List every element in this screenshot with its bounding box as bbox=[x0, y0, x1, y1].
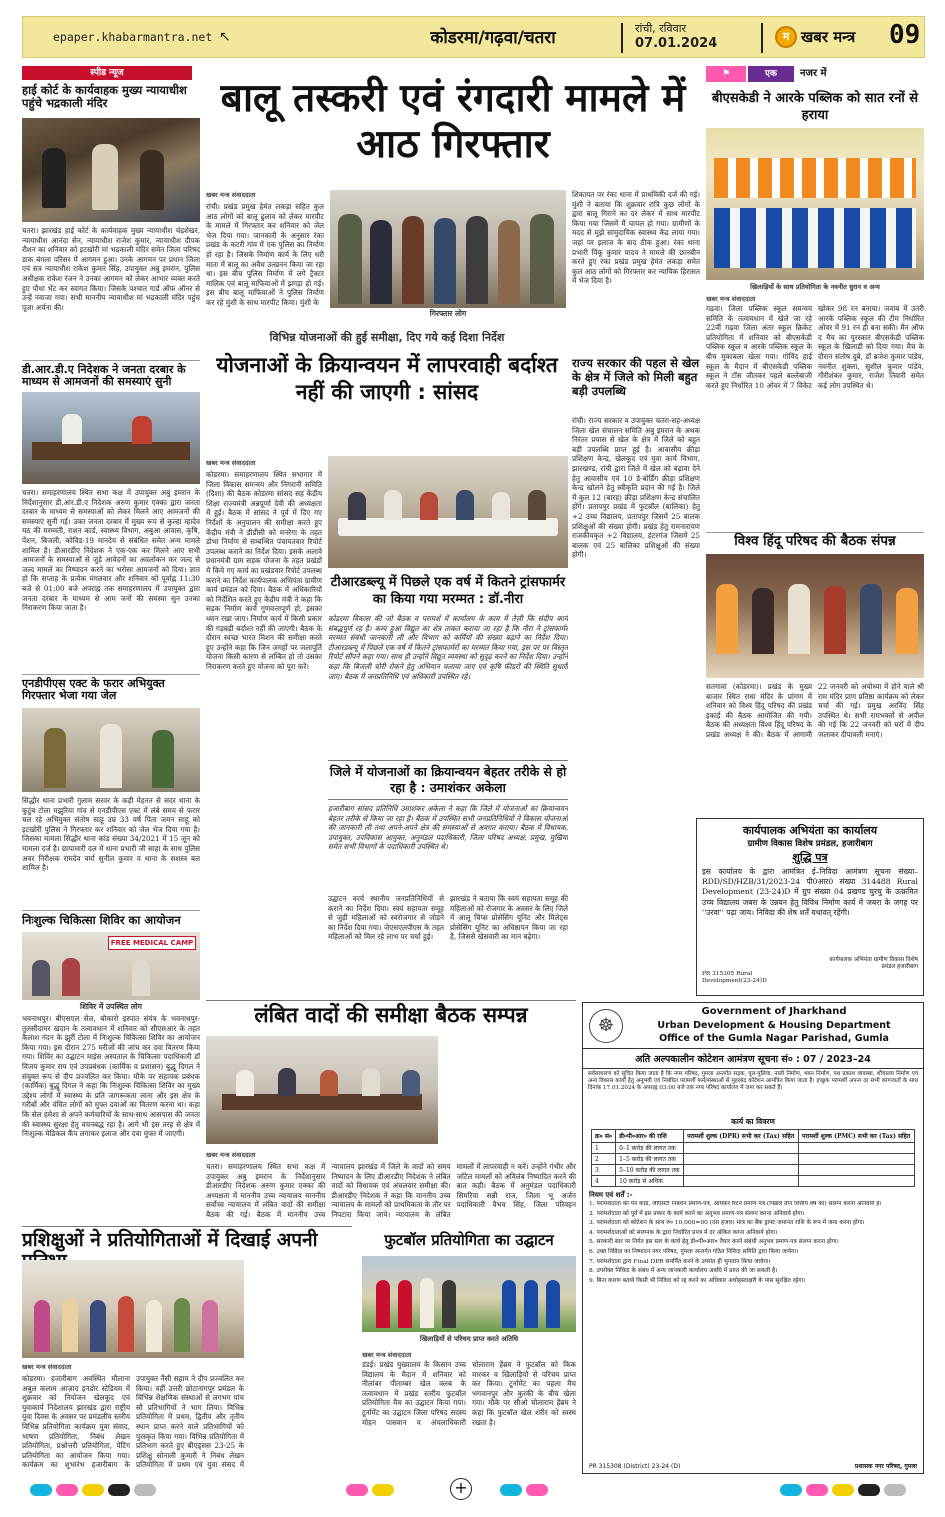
site-url[interactable]: epaper.khabarmantra.net bbox=[53, 30, 213, 44]
bottom-mid-headline: लंबित वादों की समीक्षा बैठक सम्पन्न bbox=[254, 1003, 528, 1027]
reg-mark bbox=[806, 1484, 828, 1496]
notice2-table-cell bbox=[798, 1165, 914, 1176]
reg-mark bbox=[780, 1484, 802, 1496]
notice2-header bbox=[583, 1003, 923, 1049]
notice2-box bbox=[582, 1002, 924, 1474]
right-story1-body: गढ़वा। जिला पब्लिक स्कूल समन्वय समिति के तत्वावधान में खेले जा रहे 22वीं गढ़वा जिला अंतर स्कूल क्रिकेट प्रतियोगिता में शनिवार को बीएसकेडी पब्लिक स्कूल व आरके पब्लिक स्कूल के बीच मुकाबला खेला गया। गोविंद हाई स्कूल के मैदान में बीएसकेडी पब्लिक स्कूल ने टॉस जीतकर पहले बल्लेबाजी करते हुए निर्धारित 10 ओवर में 7 विकेट खोकर 98 रन बनाया। जवाब में उतरी आरके पब्लिक स्कूल की टीम निर्धारित ओवर में 91 रन ही बना सकी। मैन ऑफ द मैच का पुरस्कार बीएसकेडी पब्लिक स्कूल के खिलाड़ी को दिया गया। मैच के दौरान संतोष दुबे, डॉ ब्रजेश कुमार पांडेय, नवनीत शुक्ला, सुशील कुमार पांडेय, गौरीशंकर कुमार, राजेश तिवारी समेत कई लोग उपस्थित थे। bbox=[706, 304, 924, 390]
bottom-left-photo bbox=[22, 1260, 244, 1358]
flag-icon: ⚑ bbox=[706, 66, 746, 82]
notice1-title: कार्यपालक अभियंता का कार्यालय bbox=[742, 824, 878, 837]
reg-mark bbox=[346, 1484, 368, 1496]
right-story2-photo bbox=[706, 554, 924, 678]
story2-col3: उद्घाटन कार्य स्थानीय जनप्रतिनिधियों से कराने का निर्देश दिया। स्वयं सहायता समूह से जुड़ी महिलाओं को स्वरोजगार से जोड़ने का निर्देश दिया गया। जेएसएलपीएस के तहत महिलाओं को मिल रहे लाभ पर चर्चा हुई। bbox=[328, 894, 444, 942]
right-story1-photo bbox=[706, 128, 924, 280]
notice2-table-cell: 4 bbox=[592, 1176, 616, 1187]
football-headline: फुटबॉल प्रतियोगिता का उद्घाटन bbox=[384, 1231, 554, 1249]
bottom-left-byline: खबर मन्त्र संवाददाता bbox=[22, 1363, 72, 1371]
speed-news-label: स्पीड न्यूज bbox=[22, 66, 192, 80]
notice2-table-cell: 0–1 करोड़ की लागत तक bbox=[616, 1143, 684, 1154]
notice1-pr: PR 315305 Rural Development(23-24)D bbox=[702, 971, 767, 984]
football-photo bbox=[362, 1256, 576, 1332]
reg-mark bbox=[858, 1484, 880, 1496]
notice2-term: 3. परामर्शदाता को कोटेशन के साथ रु० 10,000=00 (दस हजार) मात्र का बैंक ड्राफ्ट जमानत राशि के रूप में जमा करना होगा। bbox=[589, 1220, 865, 1227]
notice2-term: 6. उक्त निविदा का निष्पादन नगर परिषद, गुमला अन्तर्गत गठित निविदा समिति द्वारा किया जायेगा। bbox=[589, 1248, 799, 1255]
footer-bar bbox=[0, 1478, 945, 1502]
left-story4-body: भवनाथपुर। बीएसएल सेल, बोकारो इस्पात संयंत्र के भवनाथपुर-तुलसीदामर खदान के तत्वावधान में शनिवार को सीएसआर के तहत कैलाश नंदन के झुर्री टोला में निःशुल्क चिकित्सा शिविर का आयोजन किया गया। इस दौरान 275 मरीजों की जांच कर दवा वितरण किया गया। शिविर का उद्घाटन माइंस अस्पताल के चिकित्सा पदाधिकारी डॉ विजय कुमार राय एवं उपप्रबंधक (कार्मिक व प्रशासन) बुद्धू दिगल ने संयुक्त रूप से दीप प्रज्वलित कर किया। मौके पर सहायक प्रबंधक (कार्मिक) बुद्धू दिगल ने कहा कि निःशुल्क चिकित्सा शिविर का मुख्य उद्देश्य लोगों में स्वास्थ्य के प्रति जागरूकता लाना और इस क्षेत्र के गरीबों और वंचित लोगों को मुफ्त दवाओं का वितरण करना था। कहा कि सेल हमेशा से अपने कर्मचारियों के साथ-साथ आसपास की जनता की स्वास्थ्य सुरक्षा हेतु वचनबद्ध रहा है। आगे भी इस तरह से क्षेत्र में निःशुल्क मेडिकल कैंप लगाकर इलाज और दवा मुफ्त में जाएगी। bbox=[22, 1014, 200, 1139]
notice2-table-cell: 10 करोड़ से अधिक bbox=[616, 1176, 684, 1187]
city-day: रांची, रविवार bbox=[635, 22, 687, 35]
bottom-left-body-cont bbox=[250, 1260, 354, 1470]
notice2-table-cell: 3 bbox=[592, 1165, 616, 1176]
notice2-table-header: डी०पी०आर० की राशि bbox=[616, 1130, 684, 1143]
football-body: डंडई। प्रखंड मुख्यालय के किसान उच्च विद्यालय के मैदान में शनिवार को नीलांबर पीताम्बर खेल क्लब के तत्वावधान में प्रखंड स्तरीय फुटबॉल प्रतियोगिता मैच का उद्घाटन किया गया। टूर्नामेंट का उद्घाटन जिला परिषद सदस्य मोहन पासवान व अंचलाधिकारी चोलाराम हेंब्रम ने फुटबॉल को किक मारकर व खिलाड़ियों से परिचय प्राप्त कर किया। टूर्नामेंट का पहला मैच भगवानपुर और कुरकी के बीच खेला गया। मौके पर सीओ चोलाराम हेंब्रम ने कहा कि फुटबॉल खेल शरीर को स्वस्थ रखता है। bbox=[362, 1360, 576, 1427]
notice2-title: अति अल्पकालीन कोटेशन आमंत्रण सूचना सं० : 07 / 2023–24 bbox=[583, 1049, 923, 1069]
story2-sub-body: कोडरमा विकास की जो बैठक व परामर्श में कार्यालय के काम में तेज़ी कि संदीप कार्य संबद्धपूर्ण रह है। कम्प हुआ विद्युत का शेत्र ताकत कराया जा रहा है कि नीरा ने ट्रांसफार्मर मरम्मत संबंधी जानकारी ली और विभाग को कर्मियों की संख्या बढ़ाने का निर्देश दिया। टीआरडब्ल्यू में पिछले एक वर्ष में कितने ट्रांसफार्मरों का मरम्मत किया गया, इस पर पर विस्तृत रिपोर्ट सौंपने कहा गया। साथ ही उन्होंने विद्युत व्यवस्था को सुदृढ़ करने का निर्देश दिया। उन्होंने कहा कि बिजली चोरी रोकने हेतु अभियान चलाया जाए एवं कृषि फीडरों की स्थिति सुधारी जाए। बैठक में जनप्रतिनिधि एवं अधिकारी उपस्थित रहे। bbox=[328, 614, 568, 681]
section-title: कोडरमा/गढ़वा/चतरा bbox=[430, 28, 556, 48]
story2-photo bbox=[328, 456, 568, 568]
page-number: 09 bbox=[889, 20, 921, 50]
football-byline: खबर मन्त्र संवाददाता bbox=[362, 1351, 412, 1359]
notice2-table-cell bbox=[684, 1176, 799, 1187]
reg-mark bbox=[134, 1484, 156, 1496]
notice2-pr: PR 315308 (District) 23-24 (D) bbox=[589, 1463, 681, 1470]
reg-mark bbox=[82, 1484, 104, 1496]
left-story1-photo bbox=[22, 118, 200, 222]
notice2-table-row bbox=[592, 1176, 915, 1187]
crosshair-icon: + bbox=[450, 1478, 472, 1500]
left-story3-title: एनडीपीएस एक्ट के फरार अभियुक्त गिरफ्तार भेजा गया जेल bbox=[22, 677, 165, 703]
right-story1-caption: खिलाड़ियों के साथ प्रतियोगिता के नवनीत धुरान व अन्य bbox=[750, 283, 880, 291]
left-story3-body: सिद्धौर थाना प्रभारी गुलाम सरवर के कड़ी मेहनत से सदर थाना के कुटुंब टोला मझुरिया गांव से एनडीपीएस एक्ट में लंबे समय से फरार चल रहे अभियुक्त संतोष साहू उम्र 33 वर्ष पिता जमन साहू को इटखोरी पुलिस ने गिरफ्तार कर शनिवार को जेल भेज दिया गया है। जिसका मामला सिद्धौर थाना कांड संख्या 34/2021 में 15 जून को मामला दर्ज है। छापामारी दल में थाना प्रभारी जी साहा के साथ पुलिस अवर निरीक्षक रामदेव वर्मा सुनील कुमार व थाना के सशस्त्र बल शामिल है। bbox=[22, 796, 200, 873]
left-story4-photo bbox=[22, 932, 200, 1000]
notice2-table-header: परामर्शी शुल्क (PMC) सभी कर (Tax) सहित bbox=[798, 1130, 914, 1143]
notice2-table-cell: 1 bbox=[592, 1143, 616, 1154]
story2-headline: योजनाओं के क्रियान्वयन में लापरवाही बर्दाश्त नहीं की जाएगी : सांसद bbox=[216, 353, 558, 404]
notice2-table-header: क्र० सं० bbox=[592, 1130, 616, 1143]
notice2-table-row bbox=[592, 1154, 915, 1165]
ek-nazar-band bbox=[706, 66, 924, 82]
reg-mark bbox=[526, 1484, 548, 1496]
football-caption: खिलाड़ियों से परिचय प्राप्त करते अतिथि bbox=[419, 1335, 519, 1343]
main-photo-caption: गिरफ्तार लोग bbox=[429, 309, 467, 318]
masthead-divider-2 bbox=[761, 23, 763, 53]
notice2-table-cell: 1–5 करोड़ की लागत तक bbox=[616, 1154, 684, 1165]
brand-name: खबर मन्त्र bbox=[801, 28, 856, 46]
reg-mark bbox=[56, 1484, 78, 1496]
cursor-icon: ↖ bbox=[219, 29, 231, 45]
notice2-intro: सर्वसाधारण को सूचित किया जाता है कि नगर परिषद, गुमला अन्तर्गत सड़क, पुल-पुलिया, नाली निर्माण, भवन निर्माण, पथ प्रकाश व्यवस्था, शौचालय निर्माण एवं अन्य विकास कार्यों हेतु अनुभवी एवं निबंधित परामर्शी फर्म/संस्थाओं से मुहरबंद कोटेशन आमंत्रित किया जाता है। इच्छुक परामर्शी अपना दर सभी कागजातों के साथ दिनांक 17.01.2024 के अपराह्न 03:00 बजे तक नगर परिषद कार्यालय में जमा कर सकते हैं। bbox=[588, 1071, 918, 1091]
right-story1-byline: खबर मन्त्र संवाददाता bbox=[706, 295, 756, 303]
notice2-table-cell bbox=[798, 1176, 914, 1187]
reg-mark bbox=[832, 1484, 854, 1496]
notice2-dept: Urban Development & Housing Department bbox=[657, 1020, 891, 1031]
story2-col4: झारखंड ने बताया कि स्वयं सहायता समूह की महिलाओं को रोजगार के अवसर के लिए जिले में आलू चिप्स प्रोसेसिंग यूनिट और मिलेट्स प्रोसेसिंग यूनिट का अधिष्ठापन किया जा रहा है, जिससे खेसवारी का मान बढ़ेगा। bbox=[450, 894, 568, 942]
ek-label: एक bbox=[748, 66, 794, 82]
brand-logo-icon: म bbox=[775, 26, 797, 48]
right-story1-title: बीएसकेडी ने आरके पब्लिक को सात रनों से हराया bbox=[711, 91, 919, 123]
story2-sub2-body: हजारीबाग सांसद प्रतिनिधि उमाशंकर अकेला ने कहा कि जिले में योजनाओं का क्रियान्वयन बेहतर तरीके से किया जा रहा है। बैठक में उपस्थित सभी जनप्रतिनिधियों ने विकास योजनाओं की जानकारी ली तथा अपने-अपने क्षेत्र की समस्याओं से अवगत कराया। बैठक में विधायक, उपायुक्त, उपविकास आयुक्त, अनुमंडल पदाधिकारी, जिला परिषद अध्यक्ष, प्रमुख, मुखिया समेत सभी विभागों के पदाधिकारी उपस्थित थे। bbox=[328, 804, 568, 852]
reg-mark bbox=[30, 1484, 52, 1496]
story2-kicker: विभिन्न योजनाओं की हुई समीक्षा, दिए गये कई दिशा निर्देश bbox=[269, 331, 505, 344]
notice2-terms bbox=[583, 1201, 923, 1417]
left-story2-title: डी.आर.डी.ए निदेशक ने जनता दरबार के माध्यम से आमजनों की समस्याएं सुनी bbox=[22, 363, 186, 389]
left-story4-caption: शिविर में उपस्थित लोग bbox=[80, 1002, 142, 1011]
notice2-term: 1. परामर्शदाता को पैन कार्ड, जीएसटी निबंधन प्रमाण-पत्र, आयकर रिटर्न प्रमाण-पत्र (पिछले तीन वित्तीय वर्ष का) संलग्न करना अनिवार्य है। bbox=[589, 1201, 882, 1207]
notice2-office: Office of the Gumla Nagar Parishad, Gumla bbox=[659, 1033, 889, 1044]
notice2-term: 2. परामर्शदाता को पूर्व में इस प्रकार के कार्य करने का अनुभव प्रमाण-पत्र संलग्न करना अनिवार्य होगा। bbox=[589, 1210, 805, 1217]
bottom-left-headline: प्रशिक्षुओं ने प्रतियोगिताओं में दिखाई अपनी bbox=[22, 1229, 318, 1251]
right-story2-title: विश्व हिंदू परिषद की बैठक संपन्न bbox=[734, 533, 896, 549]
notice2-table-header: परामर्शी शुल्क (DPR) सभी कर (Tax) सहित bbox=[684, 1130, 799, 1143]
emblem-icon: ☸ bbox=[589, 1009, 623, 1043]
masthead-divider bbox=[621, 23, 623, 53]
story2-byline: खबर मन्त्र संवाददाता bbox=[206, 459, 256, 467]
notice2-table-cell: 5–10 करोड़ की लागत तक bbox=[616, 1165, 684, 1176]
notice2-sign: प्रशासक नगर परिषद, गुमला bbox=[854, 1463, 917, 1470]
notice2-term: 8. उपरोक्त निविदा के संबंध में अन्य जानकारी कार्यालय अवधि में प्राप्त की जा सकती है। bbox=[589, 1268, 778, 1275]
left-story2-body: चतरा। समाहरणालय स्थित सभा कक्ष में उपायुक्त अबु इमरान के निर्देशानुसार डी.आर.डी.ए निदेशक अरुण कुमार एक्का द्वारा जनता दरबार के माध्यम से समस्याओं को लेकर मिलने आए आमजनों की समस्याएं सुनी गई। उक्त जनता दरबार में मुख्य रूप से कुल्हा म्हादेव मठ की मरम्मती, राशन कार्ड, स्वास्थ्य विभाग, अबुआ आवास, कृषि, पेंशन, बिजली, कोविड-19 मानदेय से संबंधित समेत अन्य मामले शामिल है। डीआरडीए निदेशक ने एक-एक कर मिलने आए सभी आमजनों के समस्याओं से जुड़े आवेदनों का अवलोकन कर जल्द से जल्द मामले का निष्पादन करने का भरोसा आमजनों को दिया। ज्ञात हो कि सप्ताह के प्रत्येक मंगलवार और शनिवार को पूर्वाह्न 11:30 बजे से 01:00 बजे अपराह्न तक समाहरणालय में उपायुक्त द्वारा जनता दरबार के माध्यम से आम जनों की समस्या सुन उनका निराकरण किया जाता है। bbox=[22, 488, 200, 613]
bottom-mid-body-side bbox=[444, 1036, 576, 1156]
notice2-term: 5. सरकारी स्तर पर निर्गत इस स्तर के कार्य हेतु डी०पी०आर० तैयार करने संबंधी अनुभव प्रमाण-पत्र संलग्न करना होगा। bbox=[589, 1239, 839, 1246]
issue-date: 07.01.2024 bbox=[635, 36, 718, 51]
main-photo bbox=[330, 190, 566, 308]
notice2-table-cell bbox=[684, 1165, 799, 1176]
notice2-table-row bbox=[592, 1143, 915, 1154]
bottom-mid-photo bbox=[206, 1036, 438, 1144]
mid-body: रांची। राज्य सरकार व उपायुक्त चतरा-सह-अध्यक्ष जिला खेल संचालन समिति अबु इमरान के अथक निरंतर प्रयास से खेल के क्षेत्र में जिले को बहुत बड़ी उपलब्धि प्राप्त हुई है। आवासीय क्रीड़ा प्रशिक्षण केन्द्र, खेलकूद एवं युवा कार्य विभाग, झारखण्ड, रांची द्वारा जिले में खेल को बढ़ावा देने हेतु आवासीय एवं 10 डे-बोर्डिंग क्रीड़ा प्रशिक्षण केन्द्र खोलने हेतु स्वीकृति प्रदान की गई है। जिले में कुल 12 (बारह) क्रीड़ा प्रशिक्षण केन्द्र संचालित होंगे। प्रतापपुर प्रखंड में फुटबॉल (बालिका) हेतु +2 उच्च विद्यालय, प्रतापपुर जिसमें 25 बालक प्रशिक्षुओं की संख्या होगी। प्रखंड हेतु रामनारायण राजकीयकृत +2 विद्यालय, हंटरगंज जिसमें 25 बालक एवं 25 बालिका प्रशिक्षुओं की संख्या होगी। bbox=[572, 416, 700, 560]
notice2-table-cell bbox=[684, 1143, 799, 1154]
notice2-term: 9. बिना कारण बताये किसी भी निविदा को रद्द करने का अधिकार अधोहस्ताक्षरी के पास सुरक्षित रहेगा। bbox=[589, 1277, 806, 1284]
notice2-table-title: कार्य का विवरण bbox=[731, 1117, 775, 1126]
main-headline: बालू तस्करी एवं रंगदारी मामले में आठ गिरफ्तार bbox=[220, 76, 686, 167]
main-col2: शिकायत पर रंका थाना में प्राथमिकी दर्ज की गई। मुंशी ने बताया कि शुक्रवार रात्रि कुछ लोगों के द्वारा बालू गिराने का दर लेकर में साथ मारपीट किया गया जिसमें मैं घायल हो गया। ग्रामीणों के मदद से मुझे सामुदायिक स्वास्थ्य केंद्र लाया गया। जहां पर इलाज के बाद ठीक हुआ। रंका थाना प्रभारी पिंकू कुमार यादव ने मामले की छानबीन करते हुए रंका प्रखंड प्रमुख हेमंत लकड़ा समेत कुल आठ लोगों को गिरफ्तार कर न्यायिक हिरासत में भेज दिया है। bbox=[572, 190, 700, 286]
story2-sub2-headline: जिले में योजनाओं का क्रियान्वयन बेहतर तरीके से हो रहा है : उमाशंकर अकेला bbox=[329, 764, 567, 795]
notice2-table-row bbox=[592, 1165, 915, 1176]
left-story1-title: हाई कोर्ट के कार्यवाहक मुख्य न्यायाधीश पहुंचे भद्रकाली मंदिर bbox=[22, 83, 187, 110]
notice1-body: इस कार्यालय के द्वारा आमंत्रित ई–निविदा आमंत्रण सूचना संख्या– RDD/SD/HZB/31/2023-24 पी0आर0 संख्या 314488 Rural Development (23-24)D में ग्रुप संख्या 04 प्रखण्ड चुरचु के उत्क्रमित उच्च विद्यालय जबरा के उन्नयन हेतु विविध निर्माण कार्य में जबरा के जगह पर ''उरवा'' पढ़ा जाय। निविदा की शेष शर्तें यथावत् रहेंगी। bbox=[702, 867, 918, 917]
bottom-mid-body: चतरा। समाहरणालय स्थित सभा कक्ष में उपायुक्त अबु इमरान के निर्देशानुसार डीआरडीए निदेशक अरुण कुमार एक्का की अध्यक्षता में माननीय उच्च न्यायालय माननीय सर्वोच्च न्यायालय में लंबित वादों की समीक्षा बैठक की गई। बैठक में माननीय उच्च न्यायालय झारखंड में जिले के वादों को समय निष्पादन के लिए डीआरडीए निदेशक ने लंबित वादों को विधायक एवं अंचलवार समीक्षा की। डीआरडीए निदेशक ने कहा कि माननीय उच्च न्यायालय के मामलों को प्राथमिकता के तौर पर निपटारा किया जाये। न्यायालय के लंबित मामलों में लापरवाही न करें। उन्होंने गंभीर और जटिल मामलों को अविलंब निष्पादित करने की बात कही। बैठक में अनुमंडल पदाधिकारी सिमरिया सन्नी राज, जिला भू अर्जन पदाधिकारी वैभव सिंह, जिला परिवहन bbox=[206, 1162, 576, 1219]
notice2-table-cell bbox=[798, 1143, 914, 1154]
reg-mark bbox=[500, 1484, 522, 1496]
notice2-table-cell bbox=[684, 1154, 799, 1165]
notice2-term: 7. परामर्शदाता द्वारा Final DPR समर्पित करने के उपरांत ही भुगतान किया जायेगा। bbox=[589, 1258, 771, 1265]
left-story2-photo bbox=[22, 392, 200, 484]
left-story1-body: चतरा। झारखंड हाई कोर्ट के कार्यवाहक मुख्य न्यायाधीश चंद्रशेखर, न्यायाधीश आनंदा सेन, न्यायाधीश राजेश कुमार, न्यायाधीश दीपक रौशन का शनिवार को इटखोरी मां भद्रकाली मंदिर समेत जिला परिषद डाक बंगला परिसर में आगमन हुआ। उनके आगमन पर प्रधान जिला एवं सत्र न्यायाधीश राकेश कुमार सिंह, उपायुक्त अबु इमरान, पुलिस अधीक्षक राकेश रंजन ने उनका आगमन को लेकर आभार व्यक्त करते हुए पौधा भेंट कर स्वागत किया। जिसके पश्चात गार्ड ऑफ ऑनर से उन्हें नवाजा गया। सभी माननीय न्यायाधीश मां भद्रकाली मंदिर पहुंच पूजा अर्चना की। bbox=[22, 226, 200, 312]
left-story3-photo bbox=[22, 708, 200, 792]
notice2-term: 4. परामर्शदाताओं को संलग्नक के द्वारा निर्धारित प्रपत्र में दर अंकित करना अनिवार्य होगा। bbox=[589, 1229, 778, 1236]
free-medical-camp-banner: FREE MEDICAL CAMP bbox=[108, 936, 196, 950]
notice1-box bbox=[696, 818, 924, 996]
notice2-terms-title: नियम एवं शर्तें :- bbox=[589, 1191, 633, 1199]
bottom-mid-byline: खबर मन्त्र संवाददाता bbox=[206, 1151, 256, 1159]
nazar-label: नजर में bbox=[796, 66, 924, 82]
notice2-table-cell: 2 bbox=[592, 1154, 616, 1165]
reg-mark bbox=[108, 1484, 130, 1496]
main-col1: रांची। प्रखंड प्रमुख हेमंत लकड़ा सहित कुल आठ लोगों को बालू ढुलाव को लेकर मारपीट के मामले में गिरफ्तार कर शनिवार को जेल भेज दिया गया। जानकारी के अनुसार रंका प्रखंड के कटरी गांव में एक पुलिस का निर्माण हो रहा है। जिसके निर्माण कार्य के लिए धरी माता में बालू का अवैध उत्खनन किया जा रहा था। इस बीच पुलिस निर्माण में लगे ट्रैक्टर मालिक एवं बालू माफियाओं में झगड़ा हो गई। इस बीच बालू माफियाओं ने पुलिस निर्माण कर रहे मुंशी के साथ मारपीट किया। मुंशी के bbox=[206, 202, 324, 307]
left-story4-title: निःशुल्क चिकित्सा शिविर का आयोजन bbox=[22, 913, 181, 927]
notice1-heading: शुद्धि पत्र bbox=[792, 851, 828, 864]
bottom-left-body: कोडरमा। हजारीबाग अवस्थित मौलाना अबुल कलाम आज़ाद इनडोर स्टेडियम में शुक्रवार को नियोजन खेलकूद एवं युवाकार्य निदेशालय झारखंड द्वारा राष्ट्रीय युवा दिवस के अवसर पर प्रमंडलीय स्तरीय विभिन्न प्रतियोगिता कार्यक्रम युवा संवाद, भाषण प्रतियोगिता, निबंध लेखन प्रतियोगिता, प्रश्नोत्तरी प्रतियोगिता, पेंटिंग प्रतियोगिता का आयोजन किया गया। कार्यक्रम का शुभारंभ हजारीबाग के उपायुक्त नैंसी सहाय ने दीप प्रज्वलित कर किया। वहीं उत्तरी छोटानागपुर प्रमंडल के विभिन्न शैक्षणिक संस्थाओं से लगभग पांच सौ प्रतिभागियों ने भाग लिया। विभिन्न प्रतियोगिता में प्रथम, द्वितीय और तृतीय स्थान प्राप्त करने वाले प्रतिभागियों को पुरस्कृत किया गया। विभिन्न प्रतियोगिता में प्रतिभाग करते हुए बीएड्सस 23-25 के प्रशिक्षु सोनाली कुमारी ने निबंध लेखन प्रतियोगिता में प्रथम एवं युवा संसद में bbox=[22, 1374, 244, 1470]
reg-mark bbox=[884, 1484, 906, 1496]
reg-mark bbox=[372, 1484, 394, 1496]
notice2-gov: Government of Jharkhand bbox=[701, 1006, 847, 1017]
notice2-table-cell bbox=[798, 1154, 914, 1165]
notice1-sign: कार्यपालक अभियंता ग्रामीण विकास विशेष प्रमंडल हजारीबाग bbox=[829, 957, 918, 970]
right-story2-body: सतगावां (कोडरमा)। प्रखंड के मुख्य बाजार स्थित राधा मंदिर के प्रांगण में शनिवार को विश्व हिंदू परिषद की प्रखंड इकाई की बैठक आयोजित की गयी। बैठक की अध्यक्षता विश्व हिंदू परिषद के प्रखंड अध्यक्ष ने की। बैठक में आगामी 22 जनवरी को अयोध्या में होने वाले श्री राम मंदिर प्राण प्रतिष्ठा कार्यक्रम को लेकर चर्चा की गई। प्रमुख अरविंद सिंह उपस्थित थे। सभी रामभक्तों से अपील की गई कि 22 जनवरी को घरों में दीप जलाकर दीपावली मनाएं। bbox=[706, 682, 924, 739]
story2-sub-headline: टीआरडब्ल्यू में पिछले एक वर्ष में कितने ट्रांसफार्मर का किया गया मरम्मत : डॉ.नीरा bbox=[330, 575, 566, 607]
masthead bbox=[22, 16, 925, 58]
notice1-sub: ग्रामीण विकास विशेष प्रमंडल, हजारीबाग bbox=[747, 839, 873, 849]
mid-kicker: राज्य सरकार की पहल से खेल के क्षेत्र में जिले को मिली बहुत बड़ी उपलब्धि bbox=[572, 356, 700, 398]
notice2-table bbox=[591, 1129, 915, 1187]
main-byline: खबर मन्त्र संवाददाता bbox=[206, 191, 256, 199]
story2-col1: कोडरमा। समाहरणालय स्थित सभागार में जिला विकास समन्वय और निगरानी समिति (दिशा) की बैठक कोडरमा सांसद सह केंद्रीय शिक्षा राज्यमंत्री अन्नपूर्णा देवी की अध्यक्षता में हुई। बैठक में सांसद ने पूर्व में दिए गए निर्देशों के अनुपालन की समीक्षा करते हुए केंद्रीय मंत्री ने डीडीसी को मनरेगा के तहत डोभा निर्माण से सम्बन्धित पंचायतवार रिपोर्ट उपलब्ध कराने का निर्देश दिया। इसके अलावे प्रधानमंत्री ग्राम सड़क योजना के तहत प्रखंडों में किये गए कार्य का प्रखंडवार रिपोर्ट उपलब्ध कराने का निर्देश कार्यपालक अभियंता ग्रामीण कार्य प्रमंडल को दिया। बैठक में अधिकारियों को निर्देशित करते हुए केंद्रीय मंत्री ने कहा कि सड़क निर्माण कार्य गुणवत्तापूर्ण हो, इसका ध्यान रखा जाए। निर्माण कार्य में किसी प्रकार की गड़बड़ी बर्दाश्त नहीं की जाएगी। बैठक के दौरान स्वच्छ भारत मिशन की समीक्षा करते हुए उन्होंने कहा कि जिन जगहों पर जलापूर्ति योजना किसी कारण से लम्बित हो तो उसका निराकरण करते हुए योजना को पूरा करें। bbox=[206, 470, 322, 671]
